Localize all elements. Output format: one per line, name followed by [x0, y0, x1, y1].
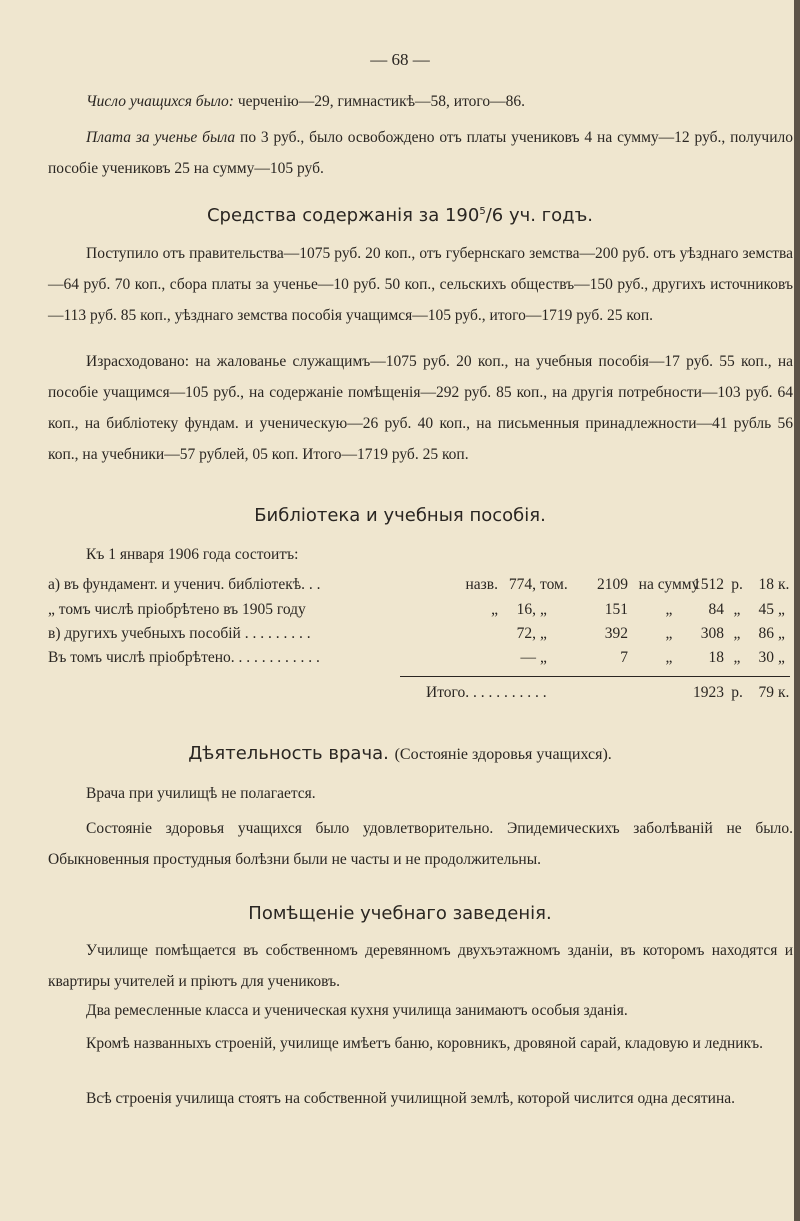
row-unit-sum: „ — [665, 601, 673, 618]
library-row — [48, 625, 793, 647]
library-intro — [48, 539, 793, 570]
premises-paragraph-1 — [48, 935, 793, 997]
total-kopecks: 79 — [758, 684, 774, 701]
row-rubles: 308 — [700, 625, 724, 642]
library-row — [48, 649, 793, 671]
row-titles-count: — — [520, 649, 536, 666]
premises-paragraph-4 — [48, 1083, 793, 1114]
row-unit-sum: „ — [665, 649, 673, 666]
row-unit-volumes: „ — [540, 649, 547, 666]
finance-heading-sup: 5 — [479, 206, 486, 217]
students-count-paragraph — [48, 86, 793, 117]
row-rub-unit: р. — [731, 576, 743, 593]
row-unit-sum: „ — [665, 625, 673, 642]
row-rub-unit: „ — [733, 601, 741, 618]
income-paragraph — [48, 238, 793, 331]
fee-paragraph — [48, 122, 793, 184]
premises-text-1: Училище помѣщается въ собственномъ деревянномъ двухъэтажномъ зданіи, въ которомъ находятся и квартиры учителей и пріютъ для учениковъ. — [48, 942, 793, 990]
total-rule — [400, 676, 790, 677]
row-rubles: 1512 — [693, 576, 724, 593]
row-label: „ томъ числѣ пріобрѣтено въ 1905 году — [48, 601, 306, 618]
premises-text-2: Два ремесленные класса и ученическая кухня училища занимаютъ особыя зданія. — [86, 1002, 628, 1019]
row-unit-volumes: „ — [540, 625, 547, 642]
doctor-paragraph — [48, 778, 793, 809]
library-row — [48, 601, 793, 623]
premises-paragraph-2 — [48, 995, 793, 1026]
row-label: а) въ фундамент. и ученич. библіотекѣ. . . — [48, 576, 321, 593]
total-label: Итого. . . . . . . . . . . — [426, 684, 547, 701]
row-kop-unit: „ — [778, 601, 785, 618]
total-rubles: 1923 — [693, 684, 724, 701]
row-volumes-count: 2109 — [597, 576, 628, 593]
row-kopecks: 45 — [758, 601, 774, 618]
row-unit-volumes: „ — [540, 601, 547, 618]
row-kop-unit: к. — [778, 576, 790, 593]
premises-text-4: Всѣ строенія училища стоятъ на собственной училищной землѣ, которой числится одна десятина. — [86, 1090, 735, 1107]
total-kop-unit: к. — [778, 684, 790, 701]
row-rubles: 84 — [708, 601, 724, 618]
library-total-row — [48, 684, 793, 706]
row-volumes-count: 392 — [604, 625, 628, 642]
row-rub-unit: „ — [733, 625, 741, 642]
doctor-heading-note: (Состояніе здоровья учащихся). — [394, 746, 612, 763]
library-heading: Библіотека и учебныя пособія. — [254, 505, 546, 526]
row-volumes-count: 7 — [620, 649, 628, 666]
finance-heading-text: Средства содержанія за 190 — [206, 205, 480, 226]
page-number: — 68 — — [370, 50, 430, 69]
row-label: Въ томъ числѣ пріобрѣтено. . . . . . . . . . . . — [48, 649, 320, 666]
row-kopecks: 18 — [758, 576, 774, 593]
fee-label: Плата за ученье была — [86, 129, 236, 146]
students-text: черченію—29, гимнастикѣ—58, итого—86. — [237, 93, 525, 110]
row-unit-sum: на сумму — [638, 576, 700, 593]
health-text: Состояніе здоровья учащихся было удовлетворительно. Эпидемическихъ заболѣваній не было. Обыкновенныя простудныя болѣзни были не часты и не продолжительны. — [48, 820, 793, 868]
premises-heading: Помѣщеніе учебнаго заведенія. — [248, 903, 552, 924]
row-unit-titles: назв. — [465, 576, 498, 593]
row-rub-unit: „ — [733, 649, 741, 666]
row-label: в) другихъ учебныхъ пособій . . . . . . . . . — [48, 625, 311, 642]
library-intro-text: Къ 1 января 1906 года состоитъ: — [86, 546, 299, 563]
health-paragraph — [48, 813, 793, 875]
income-text: Поступило отъ правительства—1075 руб. 20 коп., отъ губернскаго земства—200 руб. отъ уѣзднаго земства—64 руб. 70 коп., сбора платы за ученье—10 руб. 50 коп., сельскихъ обществъ—150 руб., другихъ источниковъ—113 руб. 85 коп., уѣзднаго земства пособія учащимся—105 руб., итого—1719 руб. 25 коп. — [48, 245, 793, 324]
expenses-text: Израсходовано: на жалованье служащимъ—1075 руб. 20 коп., на учебныя пособія—17 руб. 55 коп., на пособіе учащимся—105 руб., на содержаніе помѣщенія—292 руб. 85 коп., на другія потребности—103 руб. 64 коп., на библіотеку фундам. и ученическую—26 руб. 40 коп., на письменныя принадлежности—41 рубль 56 коп., на учебники—57 рублей, 05 коп. Итого—1719 руб. 25 коп. — [48, 353, 793, 463]
row-titles-count: 16, — [516, 601, 536, 618]
row-kop-unit: „ — [778, 649, 785, 666]
row-titles-count: 72, — [516, 625, 536, 642]
premises-paragraph-3 — [48, 1028, 793, 1059]
students-label: Число учащихся было: — [86, 93, 234, 110]
row-volumes-count: 151 — [604, 601, 628, 618]
library-row — [48, 576, 793, 598]
row-rubles: 18 — [708, 649, 724, 666]
finance-heading-tail: /6 уч. годъ. — [485, 205, 594, 226]
doctor-heading — [0, 743, 800, 764]
expenses-paragraph — [48, 346, 793, 470]
doctor-heading-text: Дѣятельность врача. — [188, 743, 389, 764]
row-titles-count: 774, — [508, 576, 536, 593]
total-rub-unit: р. — [731, 684, 743, 701]
finance-heading — [0, 205, 800, 226]
premises-text-3: Кромѣ названныхъ строеній, училище имѣетъ баню, коровникъ, дровяной сарай, кладовую и ледникъ. — [86, 1035, 763, 1052]
row-kopecks: 30 — [758, 649, 774, 666]
row-unit-titles: „ — [491, 601, 498, 618]
row-kopecks: 86 — [758, 625, 774, 642]
doctor-text: Врача при училищѣ не полагается. — [86, 785, 316, 802]
fee-text: по 3 руб., было освобождено отъ платы учениковъ 4 на сумму—12 руб., получило пособіе учениковъ 25 на сумму—105 руб. — [48, 129, 794, 177]
row-unit-volumes: том. — [540, 576, 568, 593]
row-kop-unit: „ — [778, 625, 785, 642]
